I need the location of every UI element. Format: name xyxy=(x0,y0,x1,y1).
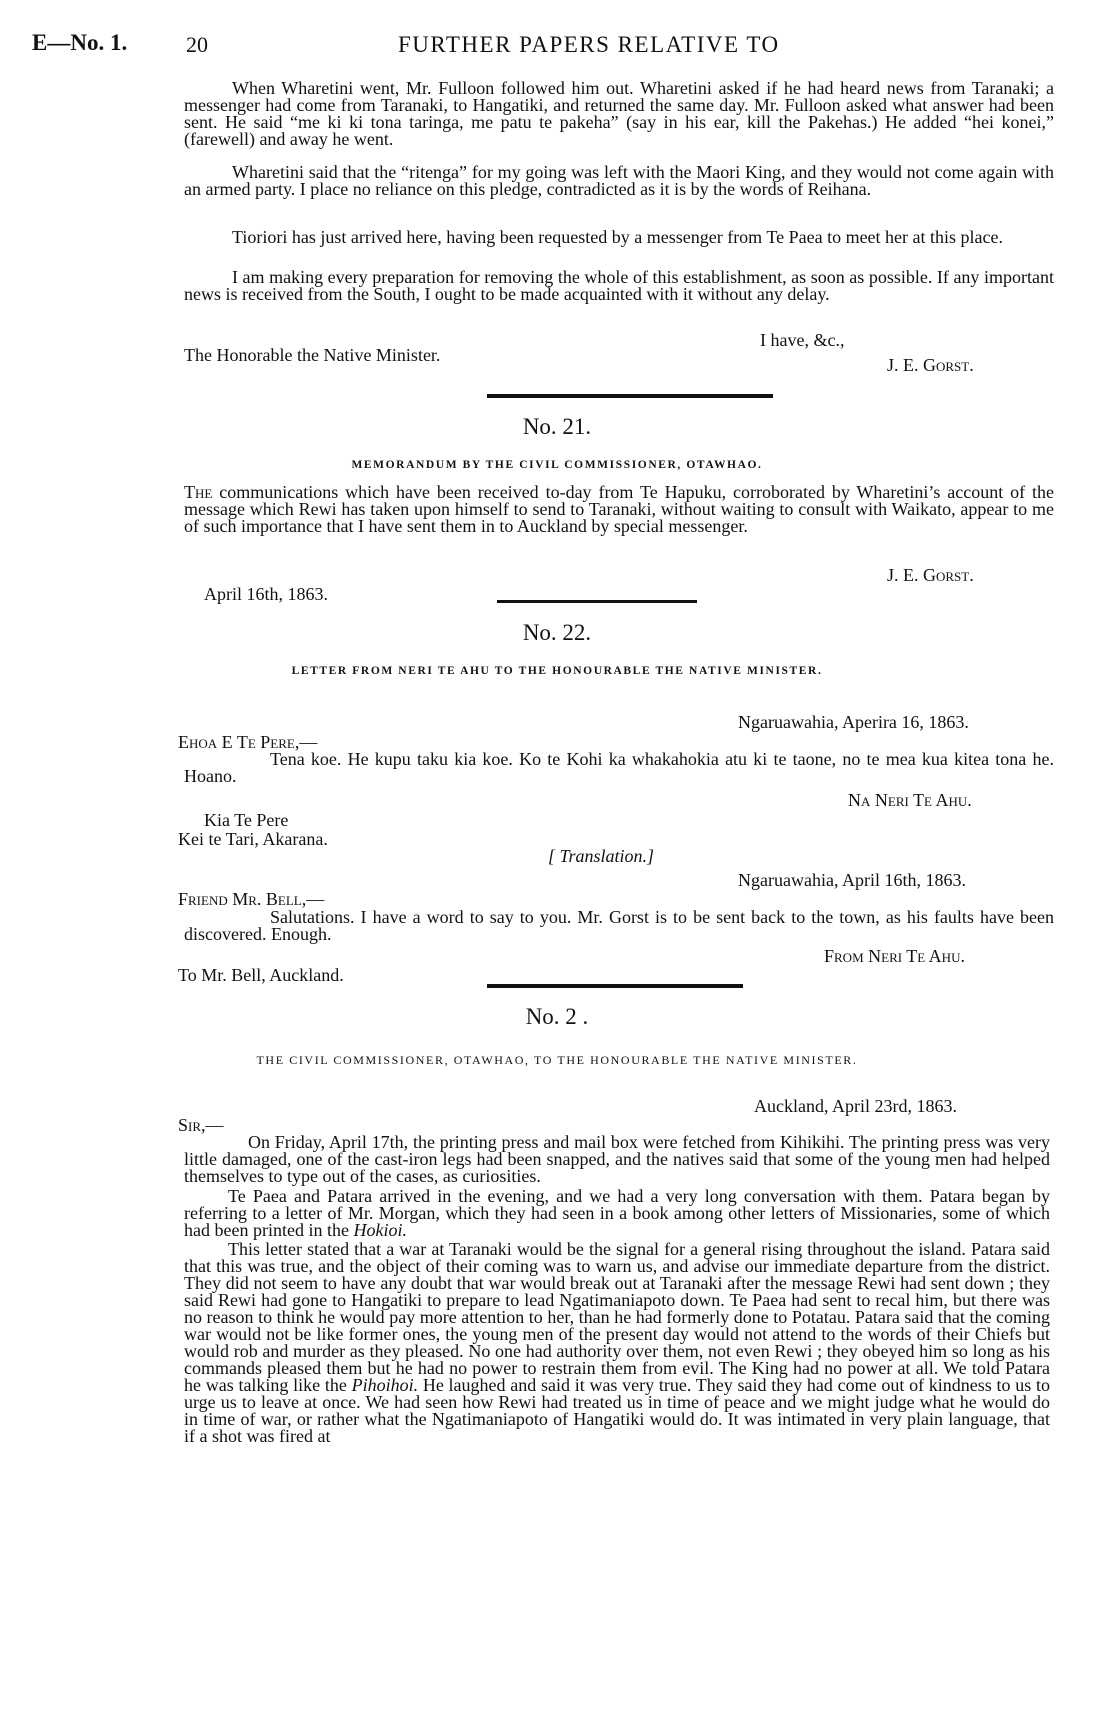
running-title: FURTHER PAPERS RELATIVE TO xyxy=(398,32,780,57)
memorandum-body xyxy=(184,484,1054,535)
caption-letter-neri: LETTER FROM NERI TE AHU TO THE HONOURABLE THE NATIVE MINISTER. xyxy=(291,665,823,677)
translation-place-date: Ngaruawahia, April 16th, 1863. xyxy=(738,870,966,890)
paragraph-war-at-taranaki: This letter stated that a war at Taranaki would be the signal for a general rising throughout the island. Patara said that this was true, and the object of their coming was to warn us, and advise our immediate departure from the district. They did not seem to have any doubt that war would break out at Taranaki after the message Rewi had sent down ; they said Rewi had gone to Hangatiki to prepare to lead Ngatimaniapoto down. Te Paea had sent to recal him, but there was no reason to think he would pay more attention to her, than he had formerly done to Potatau. Patara said that the coming war would not be like former ones, the young men of the present day would not attend to the words of their Chiefs but would rob and murder as they pleased. No one had authority over them, not even Rewi ; they obeyed him so long as his commands pleased them but he had no power to restrain them from evil. The King had no power at all. We told Patara he was talking like the Pihoihoi. He laughed and said it was very true. They said they had come out of kindness to us to urge us to leave at once. We had seen how Rewi had treated us in time of peace and we might judge what he would do in time of war, or rather what the Ngatimaniapoto of Hangatiki would do. It was intimated in very plain language, that if a shot was fired at xyxy=(184,1239,1050,1446)
letter-signature-neri: Na Neri Te Ahu. xyxy=(848,790,972,810)
despatch-salutation: Sir,— xyxy=(178,1115,224,1135)
letter-address-line2: Kei te Tari, Akarana. xyxy=(178,829,328,849)
page-number: 20 xyxy=(186,32,208,57)
closing-ihave: I have, &c., xyxy=(760,330,845,350)
section-divider xyxy=(497,600,697,603)
letter-place-date: Ngaruawahia, Aperira 16, 1863. xyxy=(738,712,969,732)
title-hokioi: Hokioi. xyxy=(353,1220,407,1240)
paragraph-tioriori: Tioriori has just arrived here, having been requested by a messenger from Te Paea to meet her at this place. xyxy=(232,227,1003,247)
paragraph-wharetini-went: When Wharetini went, Mr. Fulloon followed him out. Wharetini asked if he had heard news from Taranaki; a messenger had come from Taranaki, to Hangatiki, and returned the same day. Mr. Fulloon asked what answer had been sent. He said “me ki ki tona taringa, me patu te pakeha” (say in his ear, kill the Pakehas.) He added “hei konei,” (farewell) and away he went. xyxy=(184,78,1054,149)
memorandum-date: April 16th, 1863. xyxy=(204,584,328,604)
despatch-place-date: Auckland, April 23rd, 1863. xyxy=(754,1096,957,1116)
section-divider xyxy=(487,984,743,988)
caption-civil-commissioner: THE CIVIL COMMISSIONER, OTAWHAO, TO THE HONOURABLE THE NATIVE MINISTER. xyxy=(256,1053,858,1067)
signature-gorst-memo: J. E. Gorst. xyxy=(887,565,974,585)
title-pihoihoi: Pihoihoi. xyxy=(351,1375,419,1395)
memorandum-text: communications which have been received to-day from Te Hapuku, corroborated by Wharetini’s account of the message which Rewi has taken upon himself to send to Taranaki, without waiting to consult with Waikato, appear to me of such importance that I have sent them in to Auckland by special messenger. xyxy=(184,482,1055,536)
caption-memorandum: MEMORANDUM BY THE CIVIL COMMISSIONER, OTAWHAO. xyxy=(351,459,763,471)
translation-salutation: Friend Mr. Bell,— xyxy=(178,889,325,909)
document-number-21: No. 21. xyxy=(522,414,592,439)
memorandum-lead-word: The xyxy=(184,482,213,502)
translation-address: To Mr. Bell, Auckland. xyxy=(178,965,344,985)
paragraph-preparation: I am making every preparation for removing the whole of this establishment, as soon as possible. If any important news is received from the South, I ought to be made acquainted with it without any delay. xyxy=(184,267,1054,304)
paragraph-ritenga: Wharetini said that the “ritenga” for my going was left with the Maori King, and they would not come again with an armed party. I place no reliance on this pledge, contradicted as it is by the words of Reihana. xyxy=(184,162,1054,199)
paragraph-te-paea-patara: Te Paea and Patara arrived in the evening, and we had a very long conversation with them. Patara began by referring to a letter of Mr. Morgan, which they had seen in a book among other letters of Missionaries, some of which had been printed in the Hokioi. xyxy=(184,1186,1050,1240)
paper-reference: E—No. 1. xyxy=(32,30,128,55)
translation-body: Salutations. I have a word to say to you. Mr. Gorst is to be sent back to the town, as his faults have been discovered. Enough. xyxy=(184,907,1054,944)
letter-body-maori: Tena koe. He kupu taku kia koe. Ko te Kohi ka whakahokia atu ki te taone, no te mea kua kitea tona he. Hoano. xyxy=(184,749,1054,786)
letter-address-line1: Kia Te Pere xyxy=(204,810,289,830)
signature-gorst: J. E. Gorst. xyxy=(887,355,974,375)
letter-salutation: Ehoa E Te Pere,— xyxy=(178,732,318,752)
translation-heading: [ Translation.] xyxy=(548,846,655,866)
translation-signature: From Neri Te Ahu. xyxy=(824,946,965,966)
section-divider xyxy=(487,394,773,398)
paragraph-printing-press: On Friday, April 17th, the printing press and mail box were fetched from Kihikihi. The printing press was very little damaged, one of the cast-iron legs had been snapped, and the natives said that some of the young men had helped themselves to type out of the cases, as curiosities. xyxy=(184,1132,1050,1186)
addressee: The Honorable the Native Minister. xyxy=(184,345,441,365)
document-number-22: No. 22. xyxy=(522,620,592,645)
document-number-23: No. 2 . xyxy=(525,1004,589,1029)
